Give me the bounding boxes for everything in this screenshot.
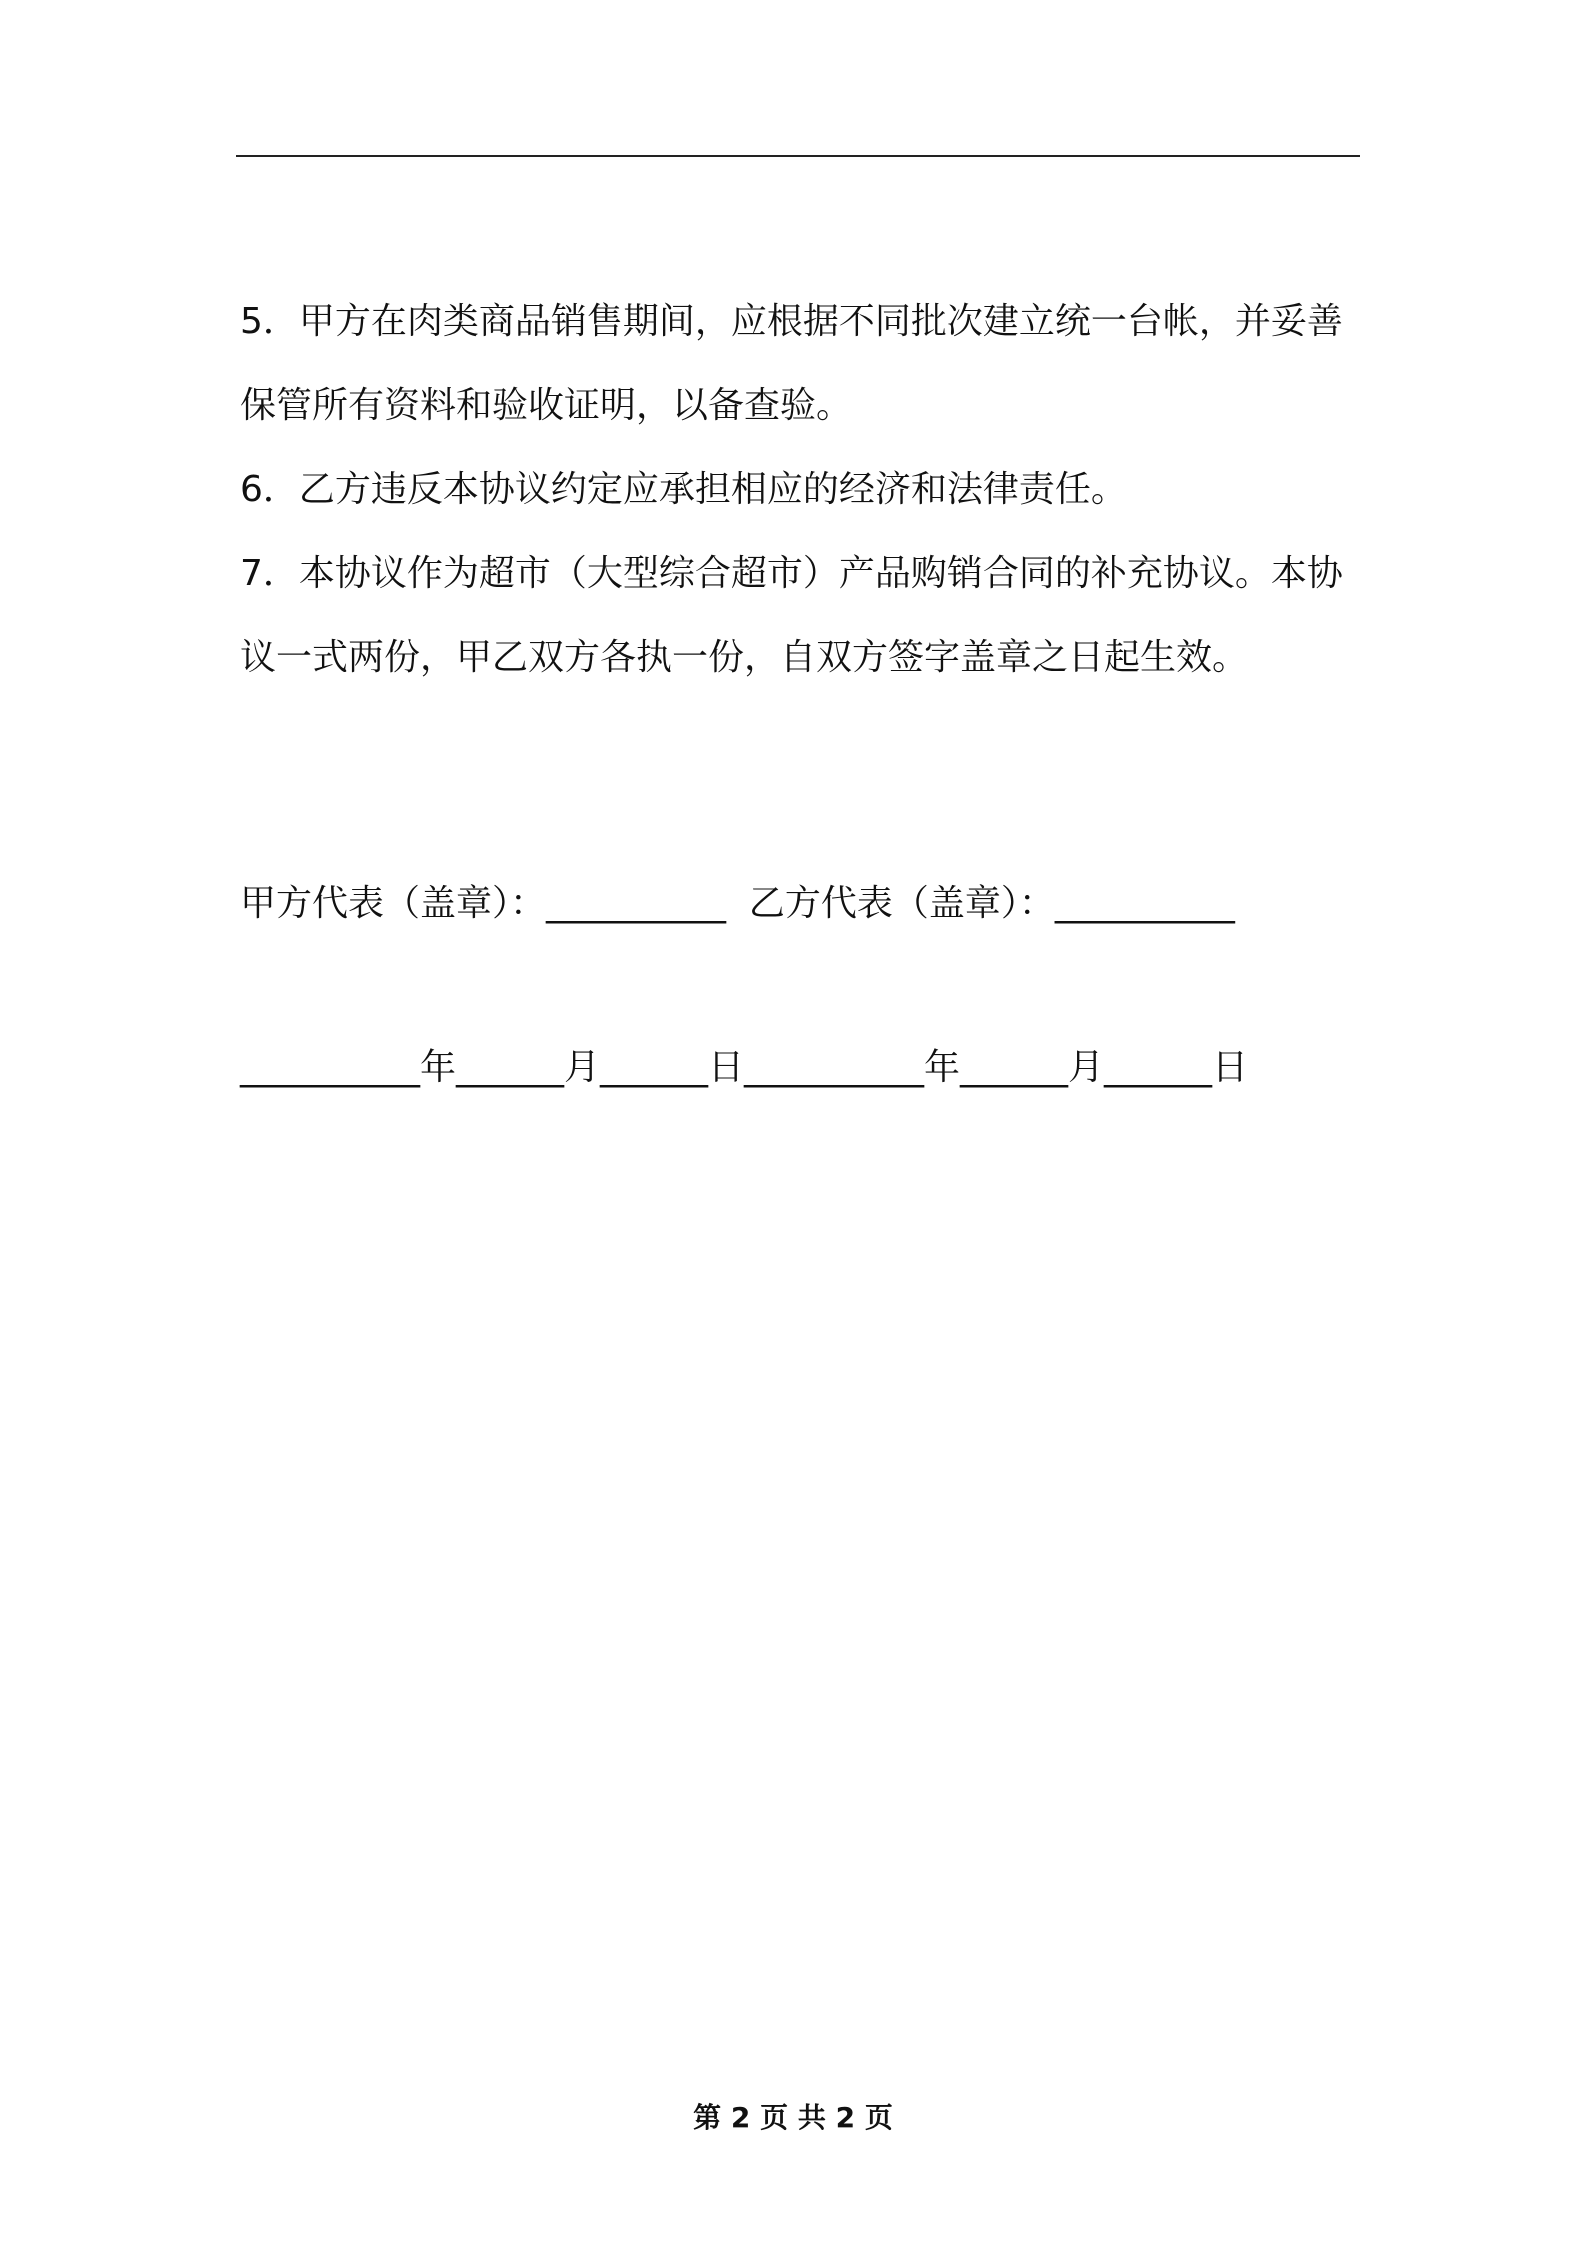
date-line: __________年______月______日__________年______月______日 [240,1047,1248,1088]
clause-7: 7．本协议作为超市（大型综合超市）产品购销合同的补充协议。本协议一式两份，甲乙双方各执一份，自双方签字盖章之日起生效。 [240,553,1343,678]
clause-6: 6．乙方违反本协议约定应承担相应的经济和法律责任。 [240,469,1127,510]
page-number: 第 2 页 共 2 页 [693,2101,893,2134]
clause-5: 5．甲方在肉类商品销售期间，应根据不同批次建立统一台帐，并妥善保管所有资料和验收证明，以备查验。 [240,301,1343,426]
signature-line: 甲方代表（盖章）：__________ 乙方代表（盖章）：__________ [240,883,1235,924]
document-body [240,280,1364,700]
header-divider [236,155,1360,157]
